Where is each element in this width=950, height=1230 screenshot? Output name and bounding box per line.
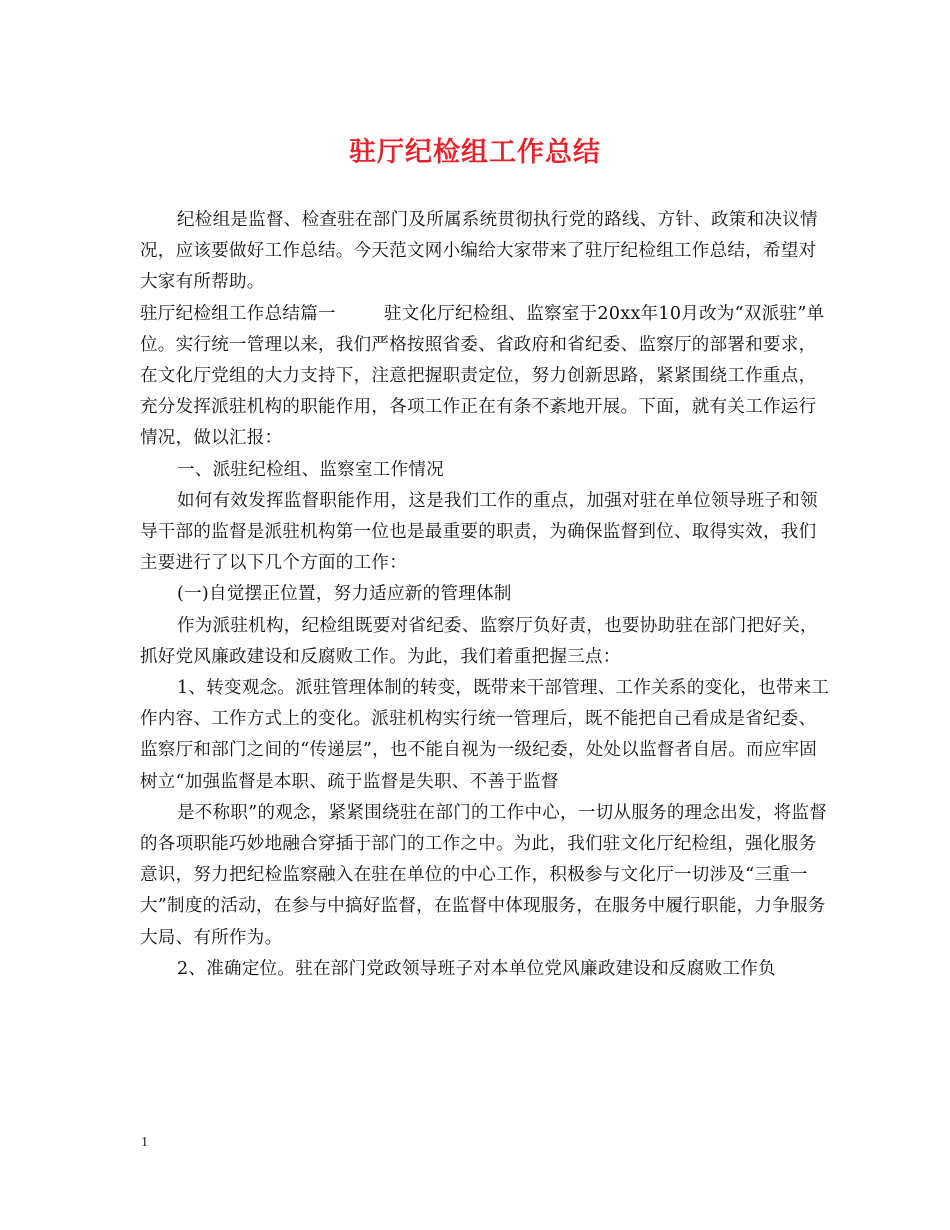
heading-subsection-one: (一)自觉摆正位置，努力适应新的管理体制 bbox=[177, 584, 512, 605]
paragraph-intro: 纪检组是监督、检查驻在部门及所属系统贯彻执行党的路线、方针、政策和决议情况，应该要做好工作总结。今天范文网小编给大家带来了驻厅纪检组工作总结，希望对大家有所帮助。 bbox=[140, 210, 818, 293]
paragraph-dispatched-role: 作为派驻机构，纪检组既要对省纪委、监察厅负好责，也要协助驻在部门把好关，抓好党风廉政建设和反腐败工作。为此，我们着重把握三点： bbox=[140, 615, 818, 667]
section-one-text: 驻文化厅纪检组、监察室于20xx年10月改为“双派驻”单位。实行统一管理以来，我们严格按照省委、省政府和省纪委、监察厅的部署和要求，在文化厅党组的大力支持下，注意把握职责定位，努力创新思路，紧紧围绕工作重点，充分发挥派驻机构的职能作用，各项工作正在有条不紊地开展。下面，就有关工作运行情况，做以汇报： bbox=[140, 303, 825, 449]
heading-part-one: 一、派驻纪检组、监察室工作情况 bbox=[177, 459, 444, 480]
paragraph-point-one-continued: 是不称职”的观念，紧紧围绕驻在部门的工作中心，一切从服务的理念出发，将监督的各项职能巧妙地融合穿插于部门的工作之中。为此，我们驻文化厅纪检组，强化服务意识，努力把纪检监察融入在驻在单位的中心工作，积极参与文化厅一切涉及“三重一大”制度的活动，在参与中搞好监督，在监督中体现服务，在服务中履行职能，力争服务大局、有所作为。 bbox=[140, 802, 828, 948]
paragraph-point-two: 2、准确定位。驻在部门党政领导班子对本单位党风廉政建设和反腐败工作负 bbox=[177, 958, 776, 979]
paragraph-point-one: 1、转变观念。派驻管理体制的转变，既带来干部管理、工作关系的变化，也带来工作内容、工作方式上的变化。派驻机构实行统一管理后，既不能把自己看成是省纪委、监察厅和部门之间的“传递层”，也不能自视为一级纪委，处处以监督者自居。而应牢固树立“加强监督是本职、疏于监督是失职、不善于监督 bbox=[140, 678, 830, 792]
document-body bbox=[140, 205, 830, 985]
paragraph-section-one bbox=[140, 299, 830, 455]
section-label: 驻厅纪检组工作总结篇一 bbox=[140, 303, 336, 324]
paragraph-supervision: 如何有效发挥监督职能作用，这是我们工作的重点，加强对驻在单位领导班子和领导干部的监督是派驻机构第一位也是最重要的职责，为确保监督到位、取得实效，我们主要进行了以下几个方面的工作： bbox=[140, 490, 818, 574]
page-number: 1 bbox=[141, 1135, 148, 1150]
document-title: 驻厅纪检组工作总结 bbox=[349, 137, 601, 168]
